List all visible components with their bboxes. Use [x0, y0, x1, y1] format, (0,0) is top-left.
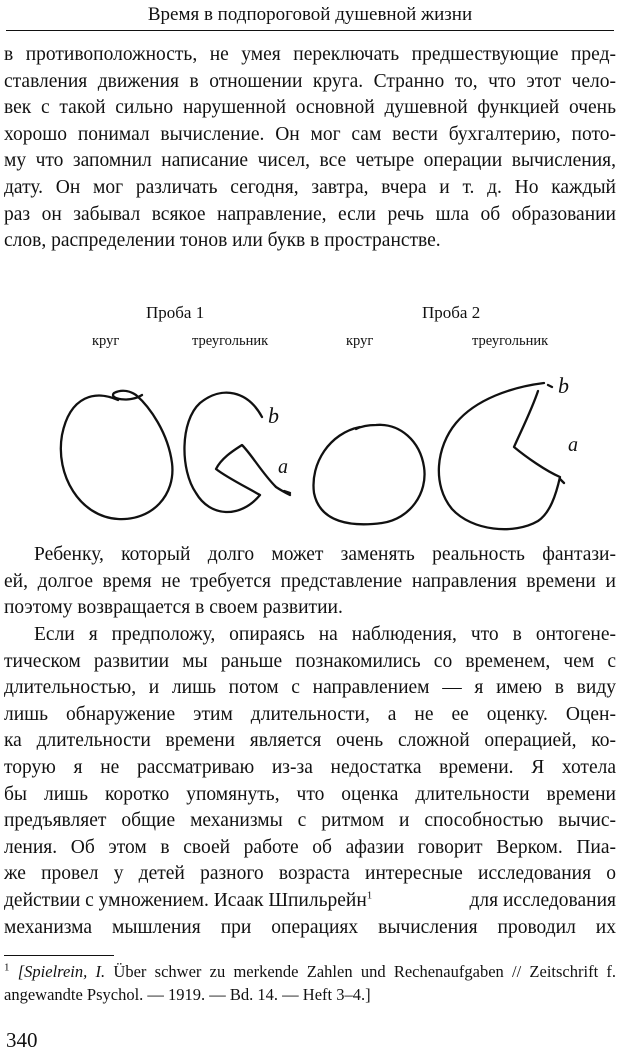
mark-b-trial-1: b — [268, 403, 279, 428]
text-line: век с такой сильно нарушенной основной душевной функцией очень — [4, 97, 616, 119]
paragraph-1 — [4, 42, 616, 255]
text-line: ставления движения в отношении круга. Странно то, что этот чело- — [4, 70, 616, 92]
circle-label-trial-1: круг — [92, 333, 120, 349]
text-line: ка длительности времени является очень сложной операцией, ко- — [4, 730, 616, 752]
footnote-author: [Spielrein, I. — [17, 962, 106, 981]
drawings-svg — [0, 295, 620, 545]
text-line-with-footnote — [4, 888, 616, 915]
text-line: же провел у детей разного возраста интересные исследования о — [4, 863, 616, 885]
footnote-line: angewandte Psychol. — 1919. — Bd. 14. — Heft 3–4.] — [4, 985, 371, 1004]
text-line: механизма мышления при операциях вычисления проводил их — [4, 916, 616, 938]
footnote-number: 1 — [4, 961, 10, 974]
footnote-text: Über schwer zu merkende Zahlen und Rechenaufgaben // Zeitschrift f. — [113, 962, 617, 981]
mark-b-trial-2: b — [558, 373, 569, 398]
page-number: 340 — [6, 1028, 38, 1052]
text-line: длительностью, и лишь потом с направлением — я имею в виду — [4, 677, 616, 699]
paragraph-3 — [4, 622, 616, 941]
text-segment: действии с умножением. Исаак Шпильрейн — [4, 889, 367, 911]
text-line: Если я предположу, опираясь на наблюдения, что в онтогене- — [34, 624, 616, 645]
text-line: торую я не рассматриваю из-за недостатка времени. Я хотела — [4, 756, 616, 778]
text-line: ей, долгое время не требуется представление направления времени и — [4, 570, 616, 592]
mark-a-trial-2: a — [568, 434, 578, 456]
text-line: му что запомнил написание чисел, все четыре операции вычисления, — [4, 150, 616, 172]
trial-1-label: Проба 1 — [146, 303, 205, 322]
text-line: дату. Он мог различать сегодня, завтра, вчера и т. д. Но каждый — [4, 176, 616, 198]
text-line: слов, распределении тонов или букв в пространстве. — [4, 230, 441, 252]
running-title: Время в подпороговой душевной жизни — [6, 0, 614, 31]
text-line: тическом развитии мы раньше познакомились со временем, чем с — [4, 650, 616, 672]
footnote-marker[interactable]: 1 — [366, 889, 373, 902]
text-line: бы лишь коротко упомянуть, что оценка длительности времени — [4, 783, 616, 805]
paragraph-2 — [4, 542, 616, 622]
drawing-figure — [0, 295, 620, 545]
text-line: хорошо понимал вычисление. Он мог сам вести бухгалтерию, пото- — [4, 123, 616, 145]
text-line: раз он забывал всякое направление, если речь шла об образовании — [4, 203, 616, 225]
footnote — [4, 960, 616, 1006]
triangle-label-trial-1: треугольник — [192, 333, 269, 349]
footnote-line — [4, 960, 616, 983]
trial-2-label: Проба 2 — [422, 303, 481, 322]
text-line: Ребенку, который долго может заменять реальность фантази- — [34, 544, 616, 565]
triangle-label-trial-2: треугольник — [472, 333, 549, 349]
drawn-circle-trial-1 — [61, 391, 173, 519]
mark-a-trial-1: a — [278, 456, 288, 478]
text-line: предъявляет общие механизмы с ритмом и способностью вычис- — [4, 810, 616, 832]
drawn-triangle-trial-2 — [439, 383, 560, 529]
text-line: в противоположность, не умея переключать предшествующие пред- — [4, 44, 616, 65]
text-line: поэтому возвращается в своем развитии. — [4, 597, 343, 619]
text-segment: для исследования — [469, 889, 616, 911]
drawn-circle-trial-2 — [313, 425, 424, 524]
footnote-divider — [4, 955, 114, 956]
text-line: лишь обнаружение этим длительности, а не ее оценку. Оцен- — [4, 703, 616, 725]
text-line: ления. Об этом в своей работе об афазии говорит Верком. Пиа- — [4, 836, 616, 858]
circle-label-trial-2: круг — [346, 333, 374, 349]
